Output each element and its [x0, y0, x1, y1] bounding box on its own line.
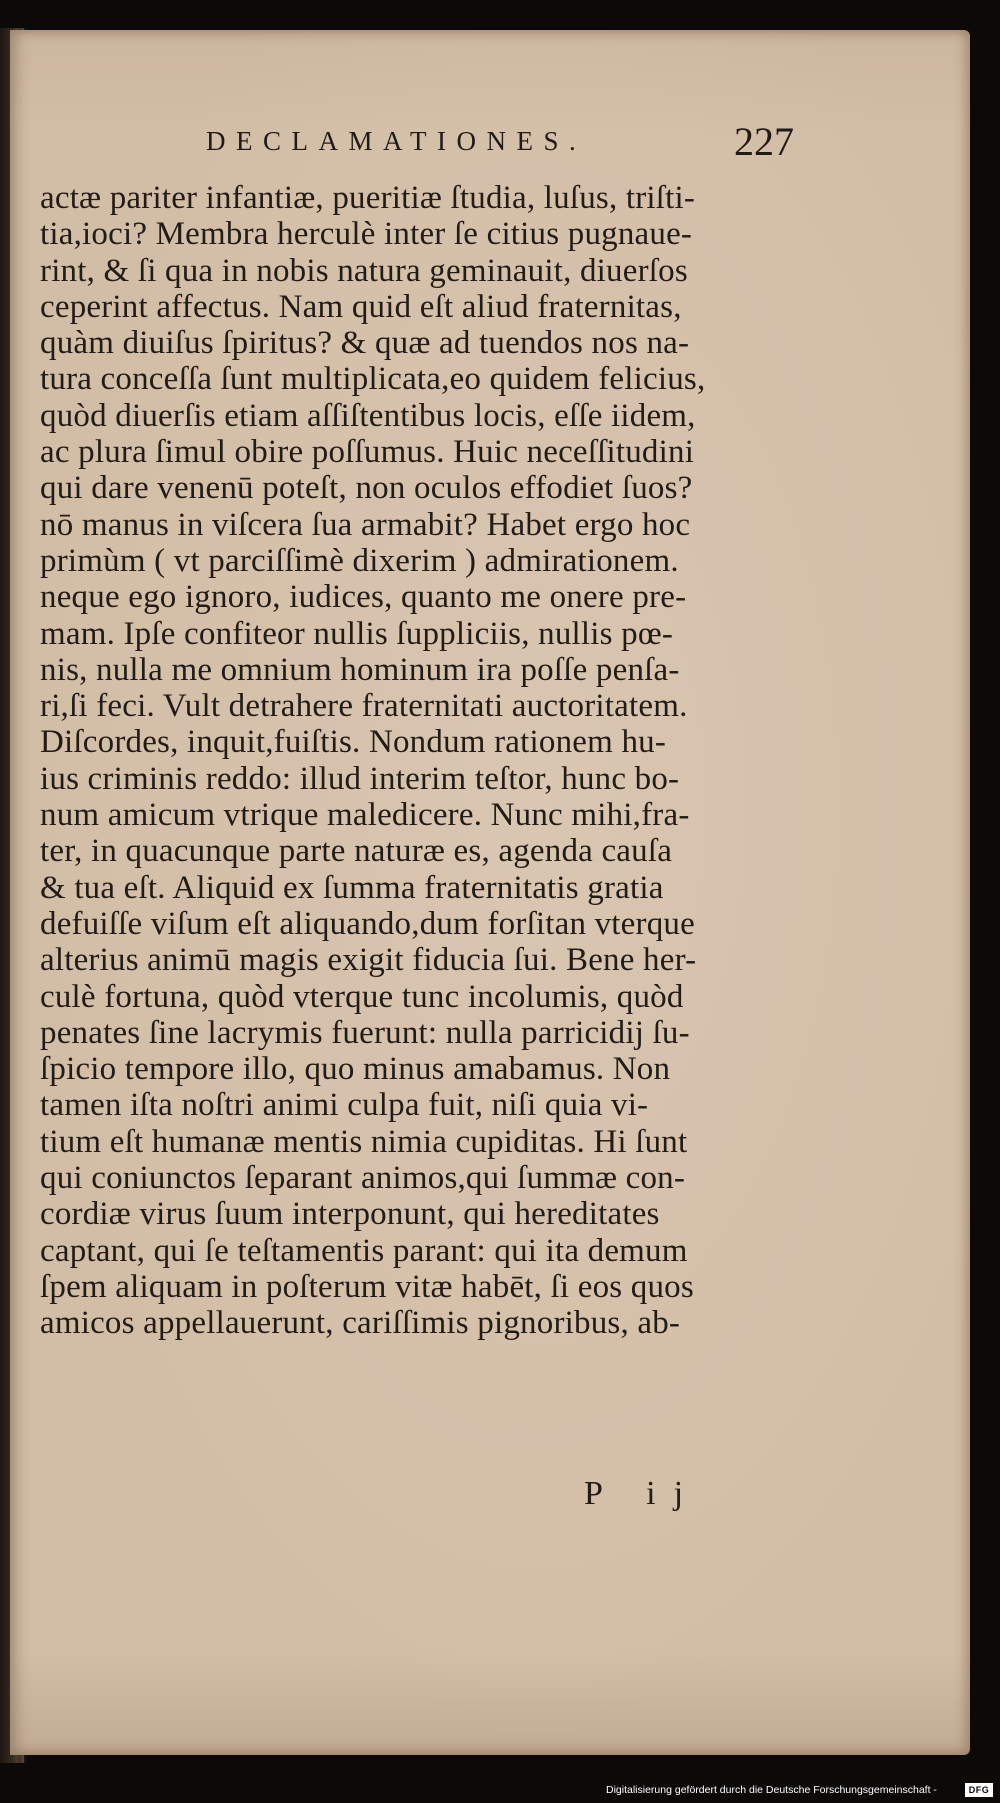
text-line: primùm ( vt parciſſimè dixerim ) admirationem. [40, 542, 679, 579]
text-line: tium eſt humanæ mentis nimia cupiditas. Hi ſunt [40, 1123, 688, 1160]
text-line: defuiſſe viſum eſt aliquando,dum forſitan vterque [40, 905, 695, 942]
text-line: tura conceſſa ſunt multiplicata,eo quidem felicius, [40, 361, 706, 398]
body-text-block [40, 180, 800, 1342]
text-line: rint, & ſi qua in nobis natura geminauit, diuerſos [40, 252, 688, 289]
page-number: 227 [734, 119, 794, 164]
text-line: cordiæ virus ſuum interponunt, qui hereditates [40, 1196, 660, 1233]
text-line: nis, nulla me omnium hominum ira poſſe penſa- [40, 651, 680, 688]
text-line: qui dare venenū poteſt, non oculos effodiet ſuos? [40, 470, 693, 507]
text-line: Diſcordes, inquit,fuiſtis. Nondum rationem hu- [40, 724, 667, 761]
text-line: num amicum vtrique maledicere. Nunc mihi,fra- [40, 797, 690, 834]
text-line: quòd diuerſis etiam aſſiſtentibus locis, eſſe iidem, [40, 397, 696, 434]
text-line: tamen iſta noſtri animi culpa fuit, niſi quia vi- [40, 1087, 649, 1124]
running-header-title: DECLAMATIONES. [206, 126, 587, 156]
text-line: actæ pariter infantiæ, pueritiæ ſtudia, luſus, triſti- [40, 180, 696, 216]
dfg-logo: DFG [965, 1783, 993, 1797]
text-line: ius criminis reddo: illud interim teſtor, hunc bo- [40, 760, 680, 797]
text-line: ac plura ſimul obire poſſumus. Huic neceſſitudini [40, 434, 695, 471]
text-line: penates ſine lacrymis fuerunt: nulla parricidij ſu- [40, 1014, 690, 1051]
text-line: & tua eſt. Aliquid ex ſumma fraternitatis gratia [40, 869, 664, 906]
text-line: tia,ioci? Membra herculè inter ſe citius pugnaue- [40, 216, 693, 253]
text-line: amicos appellauerunt, cariſſimis pignoribus, ab- [40, 1305, 681, 1342]
text-line: nō manus in viſcera ſua armabit? Habet ergo hoc [40, 506, 691, 543]
text-line: qui coniunctos ſeparant animos,qui ſummæ con- [40, 1160, 686, 1197]
text-line: quàm diuiſus ſpiritus? & quæ ad tuendos nos na- [40, 325, 690, 362]
text-line: ter, in quacunque parte naturæ es, agenda cauſa [40, 833, 673, 870]
text-line: culè fortuna, quòd vterque tunc incolumis, quòd [40, 978, 684, 1015]
text-line: captant, qui ſe teſtamentis parant: qui ita demum [40, 1232, 688, 1269]
text-line: ſpicio tempore illo, quo minus amabamus. Non [40, 1051, 671, 1088]
text-line: alterius animū magis exigit fiducia ſui. Bene her- [40, 942, 697, 979]
text-line: ceperint affectus. Nam quid eſt aliud fraternitas, [40, 288, 682, 325]
text-line: neque ego ignoro, iudices, quanto me onere pre- [40, 579, 687, 616]
text-line: ſpem aliquam in poſterum vitæ habēt, ſi eos quos [40, 1268, 694, 1305]
signature-mark: P ij [584, 1475, 702, 1512]
digitization-credit: Digitalisierung gefördert durch die Deutsche Forschungsgemeinschaft - [606, 1784, 937, 1796]
text-line: mam. Ipſe confiteor nullis ſuppliciis, nullis pœ- [40, 615, 674, 652]
text-line: ri,ſi feci. Vult detrahere fraternitati auctoritatem. [40, 688, 688, 725]
book-page [10, 30, 970, 1755]
